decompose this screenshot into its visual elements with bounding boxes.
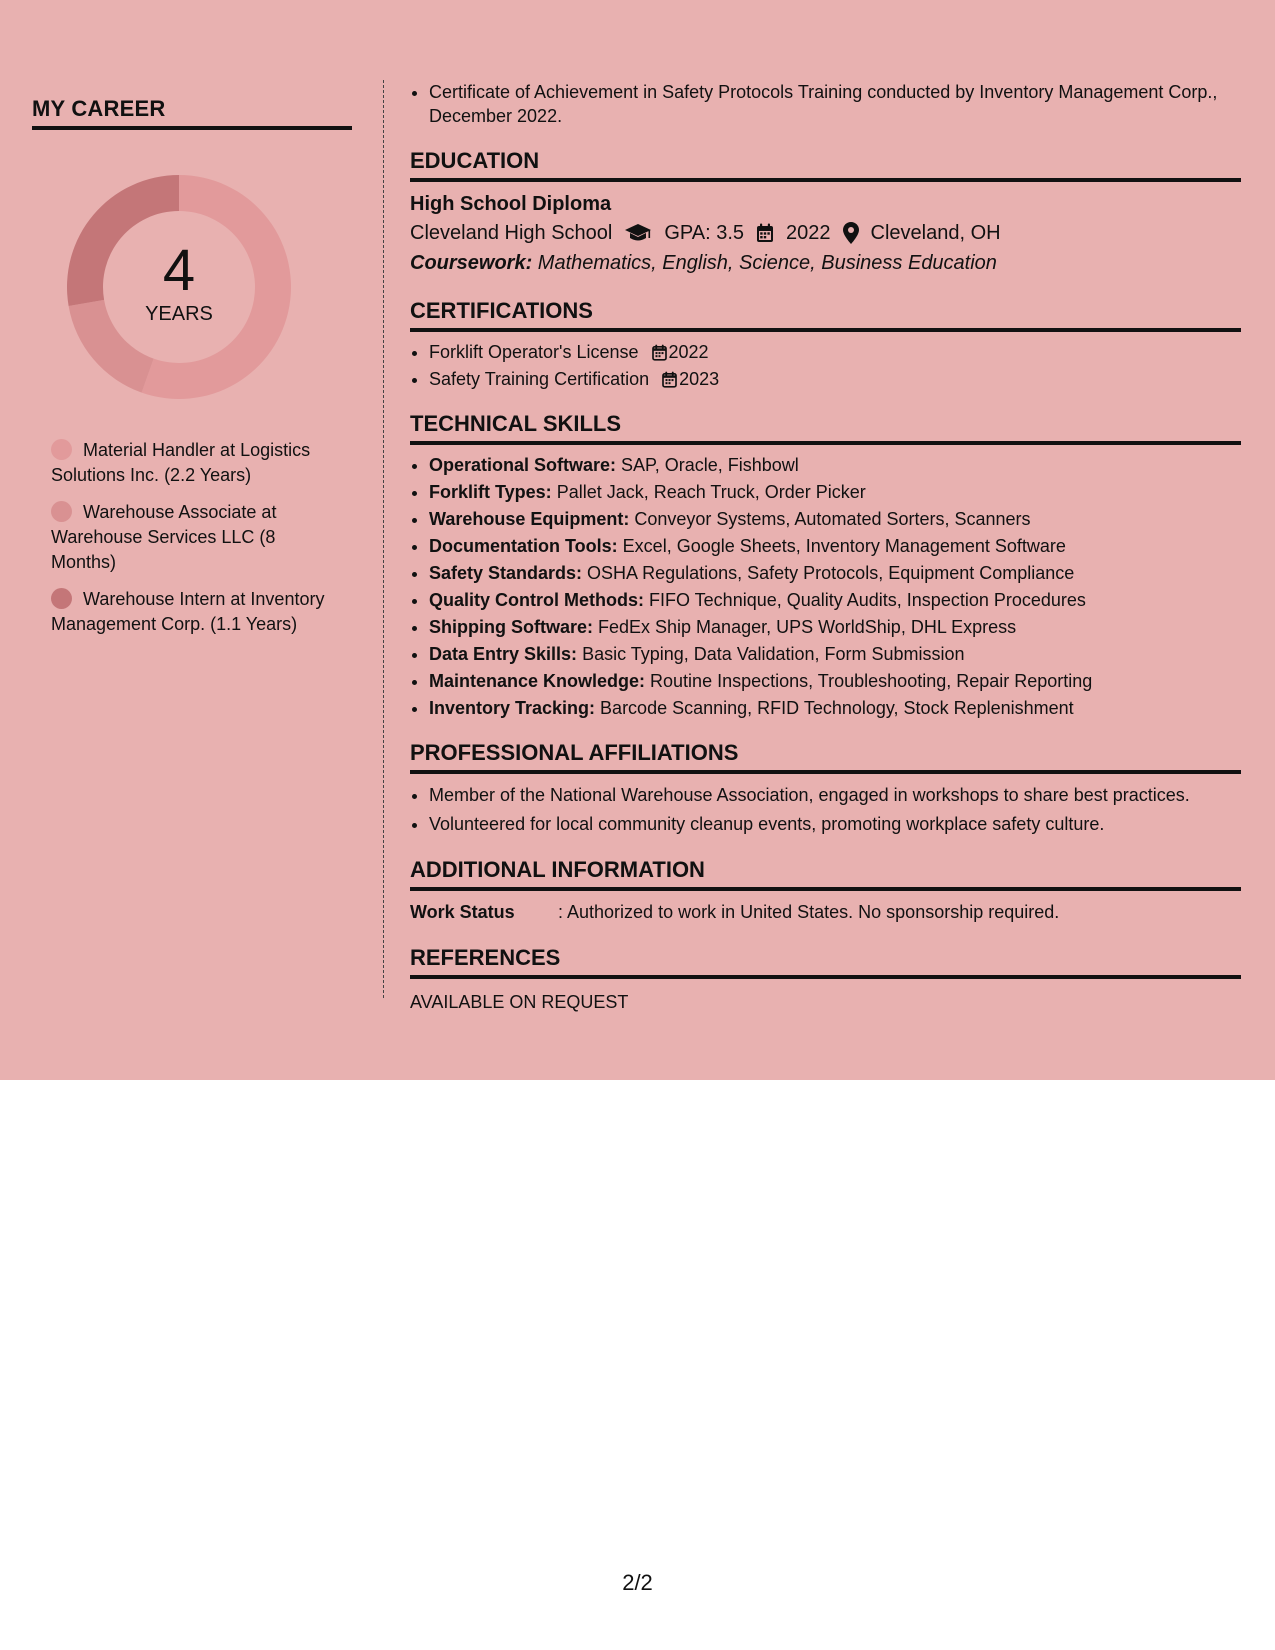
calendar-icon [652, 344, 667, 361]
certification-name: • Forklift Operator's License [429, 342, 639, 362]
certification-year: 2022 [668, 342, 709, 362]
gpa-value: GPA: 3.5 [664, 222, 745, 244]
certification-item [429, 340, 1241, 364]
legend-label: Material Handler at Logistics Solutions Inc. (2.2 Years) [51, 440, 311, 485]
achievements-list [410, 80, 1241, 128]
skill-label: Data Entry Skills: [429, 644, 578, 664]
skill-value: Basic Typing, Data Validation, Form Submission [577, 644, 965, 664]
certifications-list [410, 340, 1241, 391]
references-heading: REFERENCES [410, 944, 1241, 979]
skill-value: FIFO Technique, Quality Audits, Inspection Procedures [644, 590, 1086, 610]
school-name: Cleveland High School [410, 222, 613, 244]
legend-item [51, 587, 341, 637]
affiliation-item: • Volunteered for local community cleanup events, promoting workplace safety culture. [429, 811, 1241, 837]
references-text: AVAILABLE ON REQUEST [410, 992, 629, 1012]
skill-item [429, 642, 1241, 666]
career-heading: MY CAREER [32, 96, 352, 130]
skill-value: Barcode Scanning, RFID Technology, Stock Replenishment [595, 698, 1074, 718]
coursework [410, 248, 1241, 278]
skill-item [429, 507, 1241, 531]
skill-value: FedEx Ship Manager, UPS WorldShip, DHL Express [593, 617, 1017, 637]
coursework-list: Mathematics, English, Science, Business Education [532, 252, 997, 274]
skill-label: Shipping Software: [429, 617, 593, 637]
main-content [410, 80, 1241, 1015]
skill-item [429, 696, 1241, 720]
skill-label: Documentation Tools: [429, 536, 618, 556]
skill-item [429, 588, 1241, 612]
school-location: Cleveland, OH [870, 222, 1001, 244]
calendar-icon [662, 371, 677, 388]
education-details [410, 218, 1241, 248]
certification-item [429, 367, 1241, 391]
legend-item [51, 438, 341, 488]
skill-item [429, 534, 1241, 558]
career-sidebar [32, 96, 352, 649]
skill-item [429, 669, 1241, 693]
skills-list [410, 453, 1241, 720]
work-status-value: : Authorized to work in United States. No sponsorship required. [558, 902, 1060, 922]
skill-item [429, 561, 1241, 585]
donut-center [64, 172, 294, 402]
skill-value: OSHA Regulations, Safety Protocols, Equipment Compliance [582, 563, 1075, 583]
certification-year: 2023 [679, 369, 720, 389]
skill-value: Pallet Jack, Reach Truck, Order Picker [551, 482, 866, 502]
skill-value: Conveyor Systems, Automated Sorters, Scanners [629, 509, 1031, 529]
skill-item [429, 615, 1241, 639]
skill-label: Operational Software: [429, 455, 617, 475]
education-section [410, 190, 1241, 278]
coursework-label: Coursework: [410, 252, 533, 274]
skill-item [429, 480, 1241, 504]
career-legend [51, 438, 341, 637]
achievement-item: • Certificate of Achievement in Safety Protocols Training conducted by Inventory Management Corp., December 2022. [429, 80, 1241, 128]
skill-value: SAP, Oracle, Fishbowl [616, 455, 799, 475]
skill-value: Excel, Google Sheets, Inventory Management Software [617, 536, 1066, 556]
education-heading: EDUCATION [410, 147, 1241, 182]
career-donut-chart [64, 172, 294, 402]
legend-label: Warehouse Intern at Inventory Management Corp. (1.1 Years) [51, 589, 325, 634]
column-divider [383, 80, 384, 998]
legend-dot [51, 439, 72, 460]
skill-label: Maintenance Knowledge: [429, 671, 646, 691]
certification-name: • Safety Training Certification [429, 369, 650, 389]
legend-label: Warehouse Associate at Warehouse Services LLC (8 Months) [51, 502, 277, 572]
skills-heading: TECHNICAL SKILLS [410, 410, 1241, 445]
affiliations-list [410, 782, 1241, 837]
years-unit: YEARS [145, 302, 213, 325]
map-pin-icon [843, 222, 859, 244]
skill-label: Forklift Types: [429, 482, 552, 502]
legend-item [51, 500, 341, 575]
page-number: 2/2 [622, 1570, 653, 1595]
legend-dot [51, 588, 72, 609]
skill-value: Routine Inspections, Troubleshooting, Repair Reporting [645, 671, 1093, 691]
calendar-icon [756, 223, 774, 243]
skill-item [429, 453, 1241, 477]
affiliations-heading: PROFESSIONAL AFFILIATIONS [410, 739, 1241, 774]
degree-title: High School Diploma [410, 193, 612, 215]
legend-dot [51, 501, 72, 522]
work-status-row [410, 899, 1241, 925]
certifications-heading: CERTIFICATIONS [410, 297, 1241, 332]
skill-label: Quality Control Methods: [429, 590, 644, 610]
affiliation-item: • Member of the National Warehouse Association, engaged in workshops to share best practices. [429, 782, 1241, 808]
work-status-label: Work Status [410, 902, 515, 922]
years-number: 4 [162, 237, 196, 303]
graduation-year: 2022 [786, 222, 831, 244]
skill-label: Inventory Tracking: [429, 698, 596, 718]
skill-label: Safety Standards: [429, 563, 583, 583]
skill-label: Warehouse Equipment: [429, 509, 630, 529]
graduation-cap-icon [624, 223, 652, 243]
additional-info-heading: ADDITIONAL INFORMATION [410, 856, 1241, 891]
